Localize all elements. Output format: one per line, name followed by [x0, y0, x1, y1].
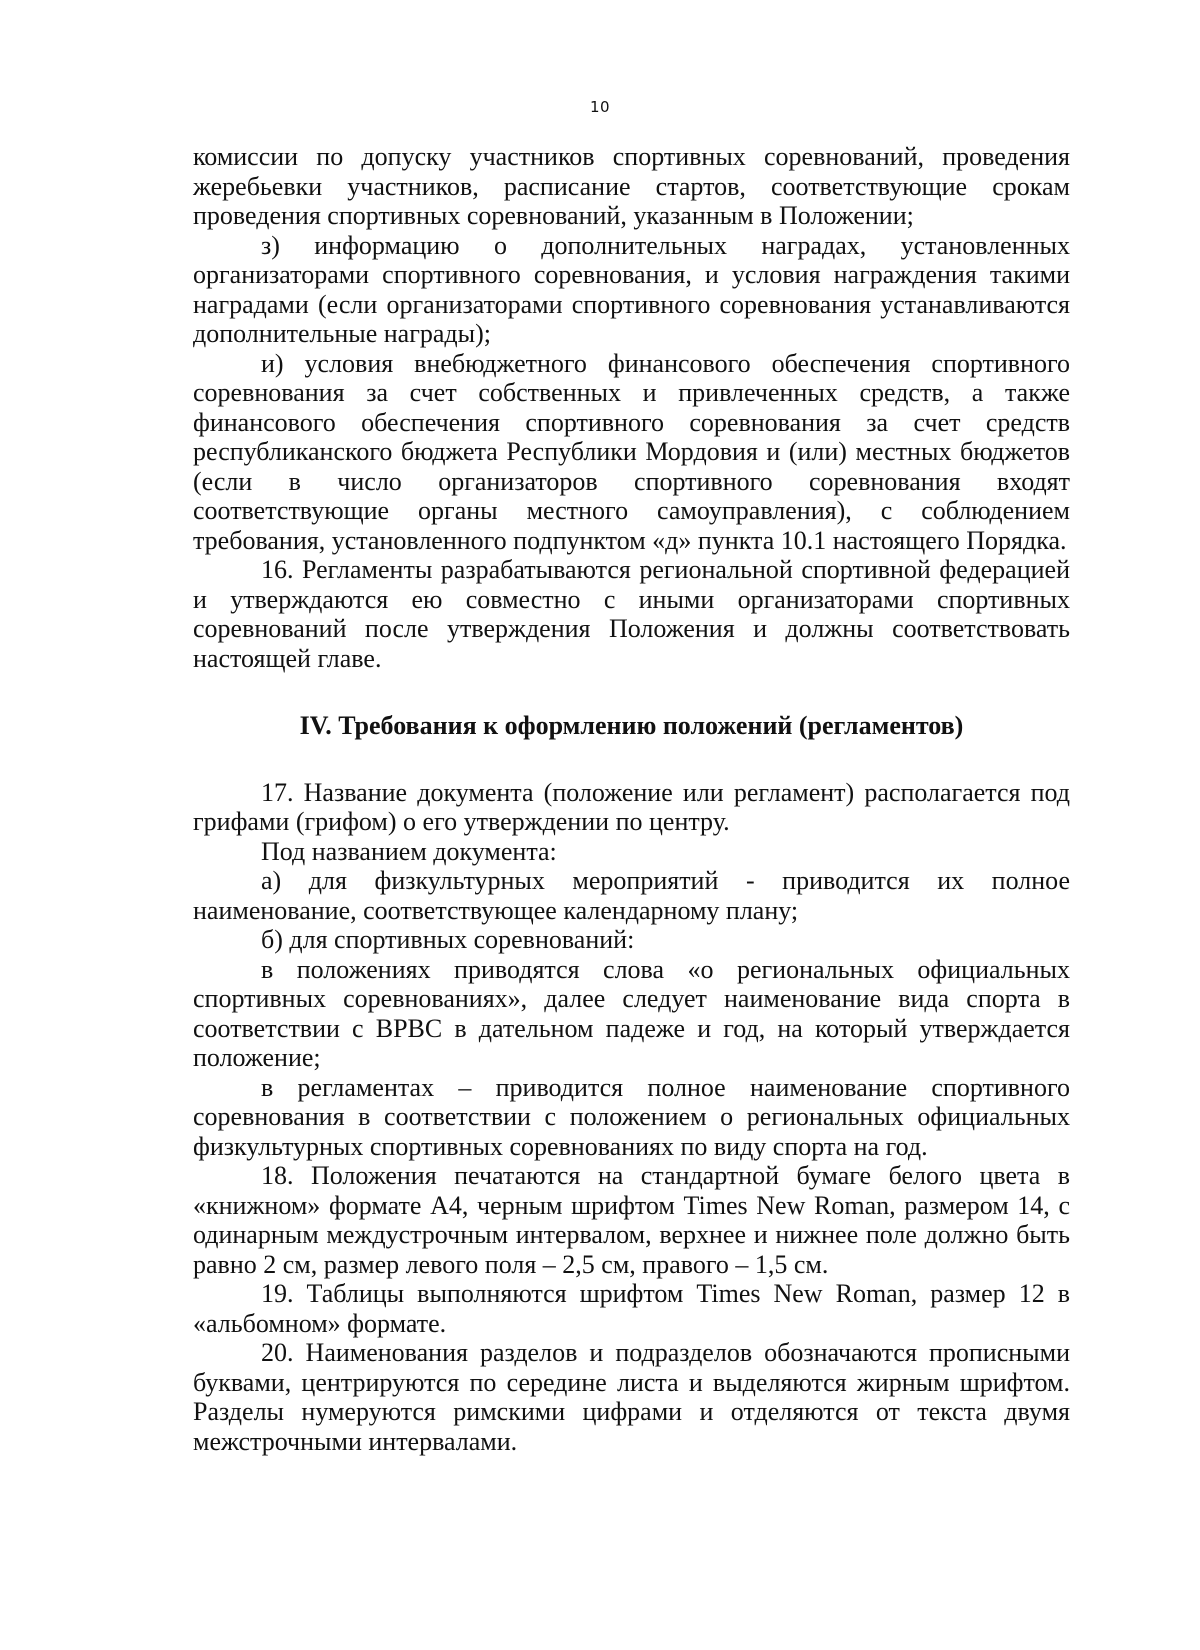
- paragraph-17-under-title: Под названием документа:: [261, 836, 557, 866]
- paragraph-17-item-b-positions: в положениях приводятся слова «о региональных официальных спортивных соревнованиях», далее следует наименование вида спорта в соответствии с ВРВС в дательном падеже и год, на который утверждается положение;: [193, 954, 1070, 1072]
- paragraph-17-item-a: а) для физкультурных мероприятий - приводится их полное наименование, соответствующее календарному плану;: [193, 866, 1070, 925]
- document-body: [193, 142, 1070, 1456]
- page-number: 10: [589, 98, 611, 116]
- section-heading: IV. Требования к оформлению положений (регламентов): [299, 711, 964, 740]
- paragraph-item-z: з) информацию о дополнительных наградах, установленных организаторами спортивного соревнования, и условия награждения такими наградами (если организаторами спортивного соревнования устанавливаются дополнительные награды);: [193, 230, 1070, 348]
- paragraph-19: 19. Таблицы выполняются шрифтом Times New Roman, размер 12 в «альбомном» формате.: [193, 1279, 1070, 1338]
- paragraph-item-i: и) условия внебюджетного финансового обеспечения спортивного соревнования за счет собственных и привлеченных средств, а также финансового обеспечения спортивного соревнования за счет средств республиканского бюджета Республики Мордовия и (или) местных бюджетов (если в число организаторов спортивного соревнования входят соответствующие органы местного самоуправления), с соблюдением требования, установленного подпунктом «д» пункта 10.1 настоящего Порядка.: [193, 348, 1070, 555]
- paragraph-18: 18. Положения печатаются на стандартной бумаге белого цвета в «книжном» формате А4, черным шрифтом Times New Roman, размером 14, с одинарным междустрочным интервалом, верхнее и нижнее поле должно быть равно 2 см, размер левого поля – 2,5 см, правого – 1,5 см.: [193, 1161, 1070, 1279]
- paragraph-20: 20. Наименования разделов и подразделов обозначаются прописными буквами, центрируются по середине листа и выделяются жирным шрифтом. Разделы нумеруются римскими цифрами и отделяются от текста двумя межстрочными интервалами.: [193, 1338, 1070, 1456]
- paragraph-17-item-b-regulations: в регламентах – приводится полное наименование спортивного соревнования в соответствии с положением о региональных официальных физкультурных спортивных соревнованиях по виду спорта на год.: [193, 1072, 1070, 1161]
- paragraph-17-item-b: б) для спортивных соревнований:: [261, 925, 635, 954]
- paragraph-17: 17. Название документа (положение или регламент) располагается под грифами (грифом) о его утверждении по центру.: [193, 777, 1070, 836]
- paragraph-16: 16. Регламенты разрабатываются региональной спортивной федерацией и утверждаются ею совместно с иными организаторами спортивных соревнований после утверждения Положения и должны соответствовать настоящей главе.: [193, 555, 1070, 673]
- paragraph-continuation: комиссии по допуску участников спортивных соревнований, проведения жеребьевки участников, расписание стартов, соответствующие срокам проведения спортивных соревнований, указанным в Положении;: [193, 142, 1070, 230]
